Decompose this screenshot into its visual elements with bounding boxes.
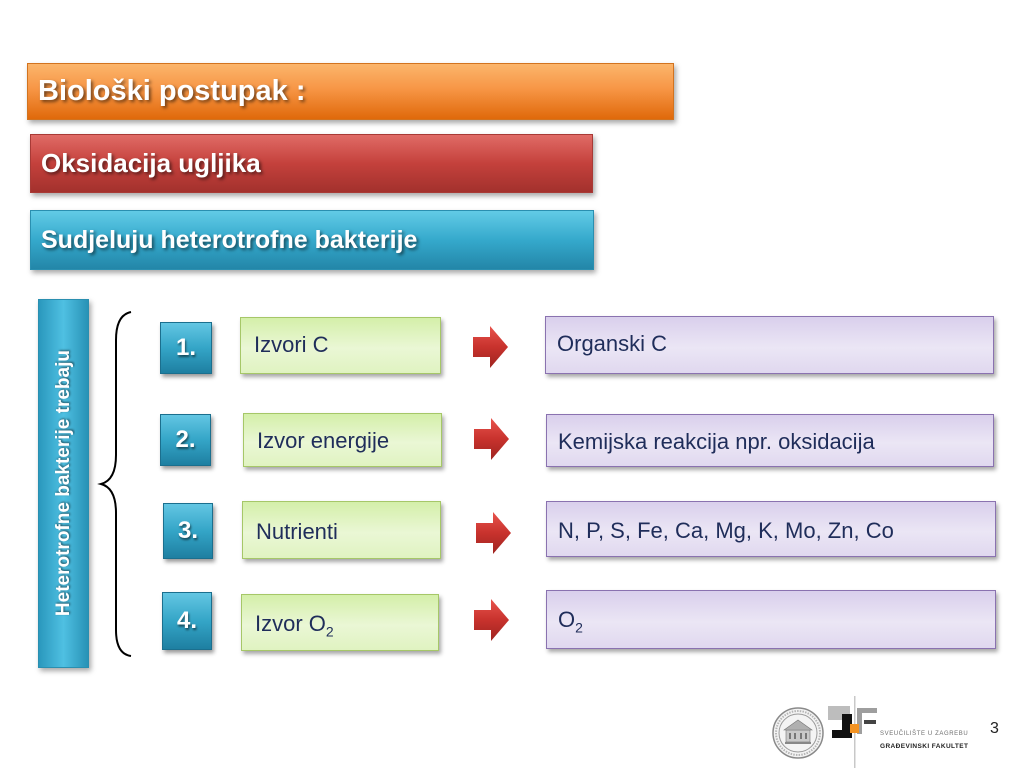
answer-box-2 [546, 414, 994, 467]
faculty-logo [824, 696, 880, 768]
requirement-text: Izvor energije [257, 428, 390, 453]
university-name: SVEUČILIŠTE U ZAGREBU [880, 731, 969, 737]
answer-text: Organski C [557, 331, 668, 356]
requirement-box-1 [240, 317, 441, 374]
title-banner [27, 63, 674, 120]
requirement-box-4 [241, 594, 439, 651]
title-text: Biološki postupak : [38, 75, 306, 107]
page-number: 3 [990, 720, 999, 737]
answer-text: Kemijska reakcija npr. oksidacija [558, 429, 875, 454]
arrow-right-icon [473, 326, 508, 368]
curly-brace [95, 305, 135, 661]
subtitle-banner [30, 134, 593, 193]
answer-text: O [558, 607, 576, 632]
step-number-2: 2. [160, 414, 211, 466]
info-text: Sudjeluju heterotrofne bakterije [41, 225, 418, 254]
answer-box-3 [546, 501, 996, 557]
requirement-subscript: 2 [325, 623, 334, 640]
answer-box-1 [545, 316, 994, 374]
faculty-name: GRAĐEVINSKI FAKULTET [880, 743, 969, 750]
arrow-right-icon [476, 512, 511, 554]
arrow-right-icon [474, 599, 509, 641]
info-banner [30, 210, 594, 270]
requirement-box-2 [243, 413, 442, 467]
side-label: Heterotrofne bakterije trebaju [52, 350, 74, 617]
requirement-text: Izvori C [254, 332, 329, 357]
arrow-right-icon [474, 418, 509, 460]
requirement-box-3 [242, 501, 441, 559]
step-number-3: 3. [163, 503, 213, 559]
requirement-text: Izvor O [255, 611, 326, 636]
answer-text: N, P, S, Fe, Ca, Mg, K, Mo, Zn, Co [558, 518, 894, 543]
side-label-box [38, 299, 89, 668]
subtitle-text: Oksidacija ugljika [41, 148, 261, 178]
step-number-1: 1. [160, 322, 212, 374]
answer-subscript: 2 [575, 619, 583, 636]
step-number-4: 4. [162, 592, 212, 650]
answer-box-4 [546, 590, 996, 649]
university-seal-logo [771, 706, 825, 760]
requirement-text: Nutrienti [256, 519, 338, 544]
